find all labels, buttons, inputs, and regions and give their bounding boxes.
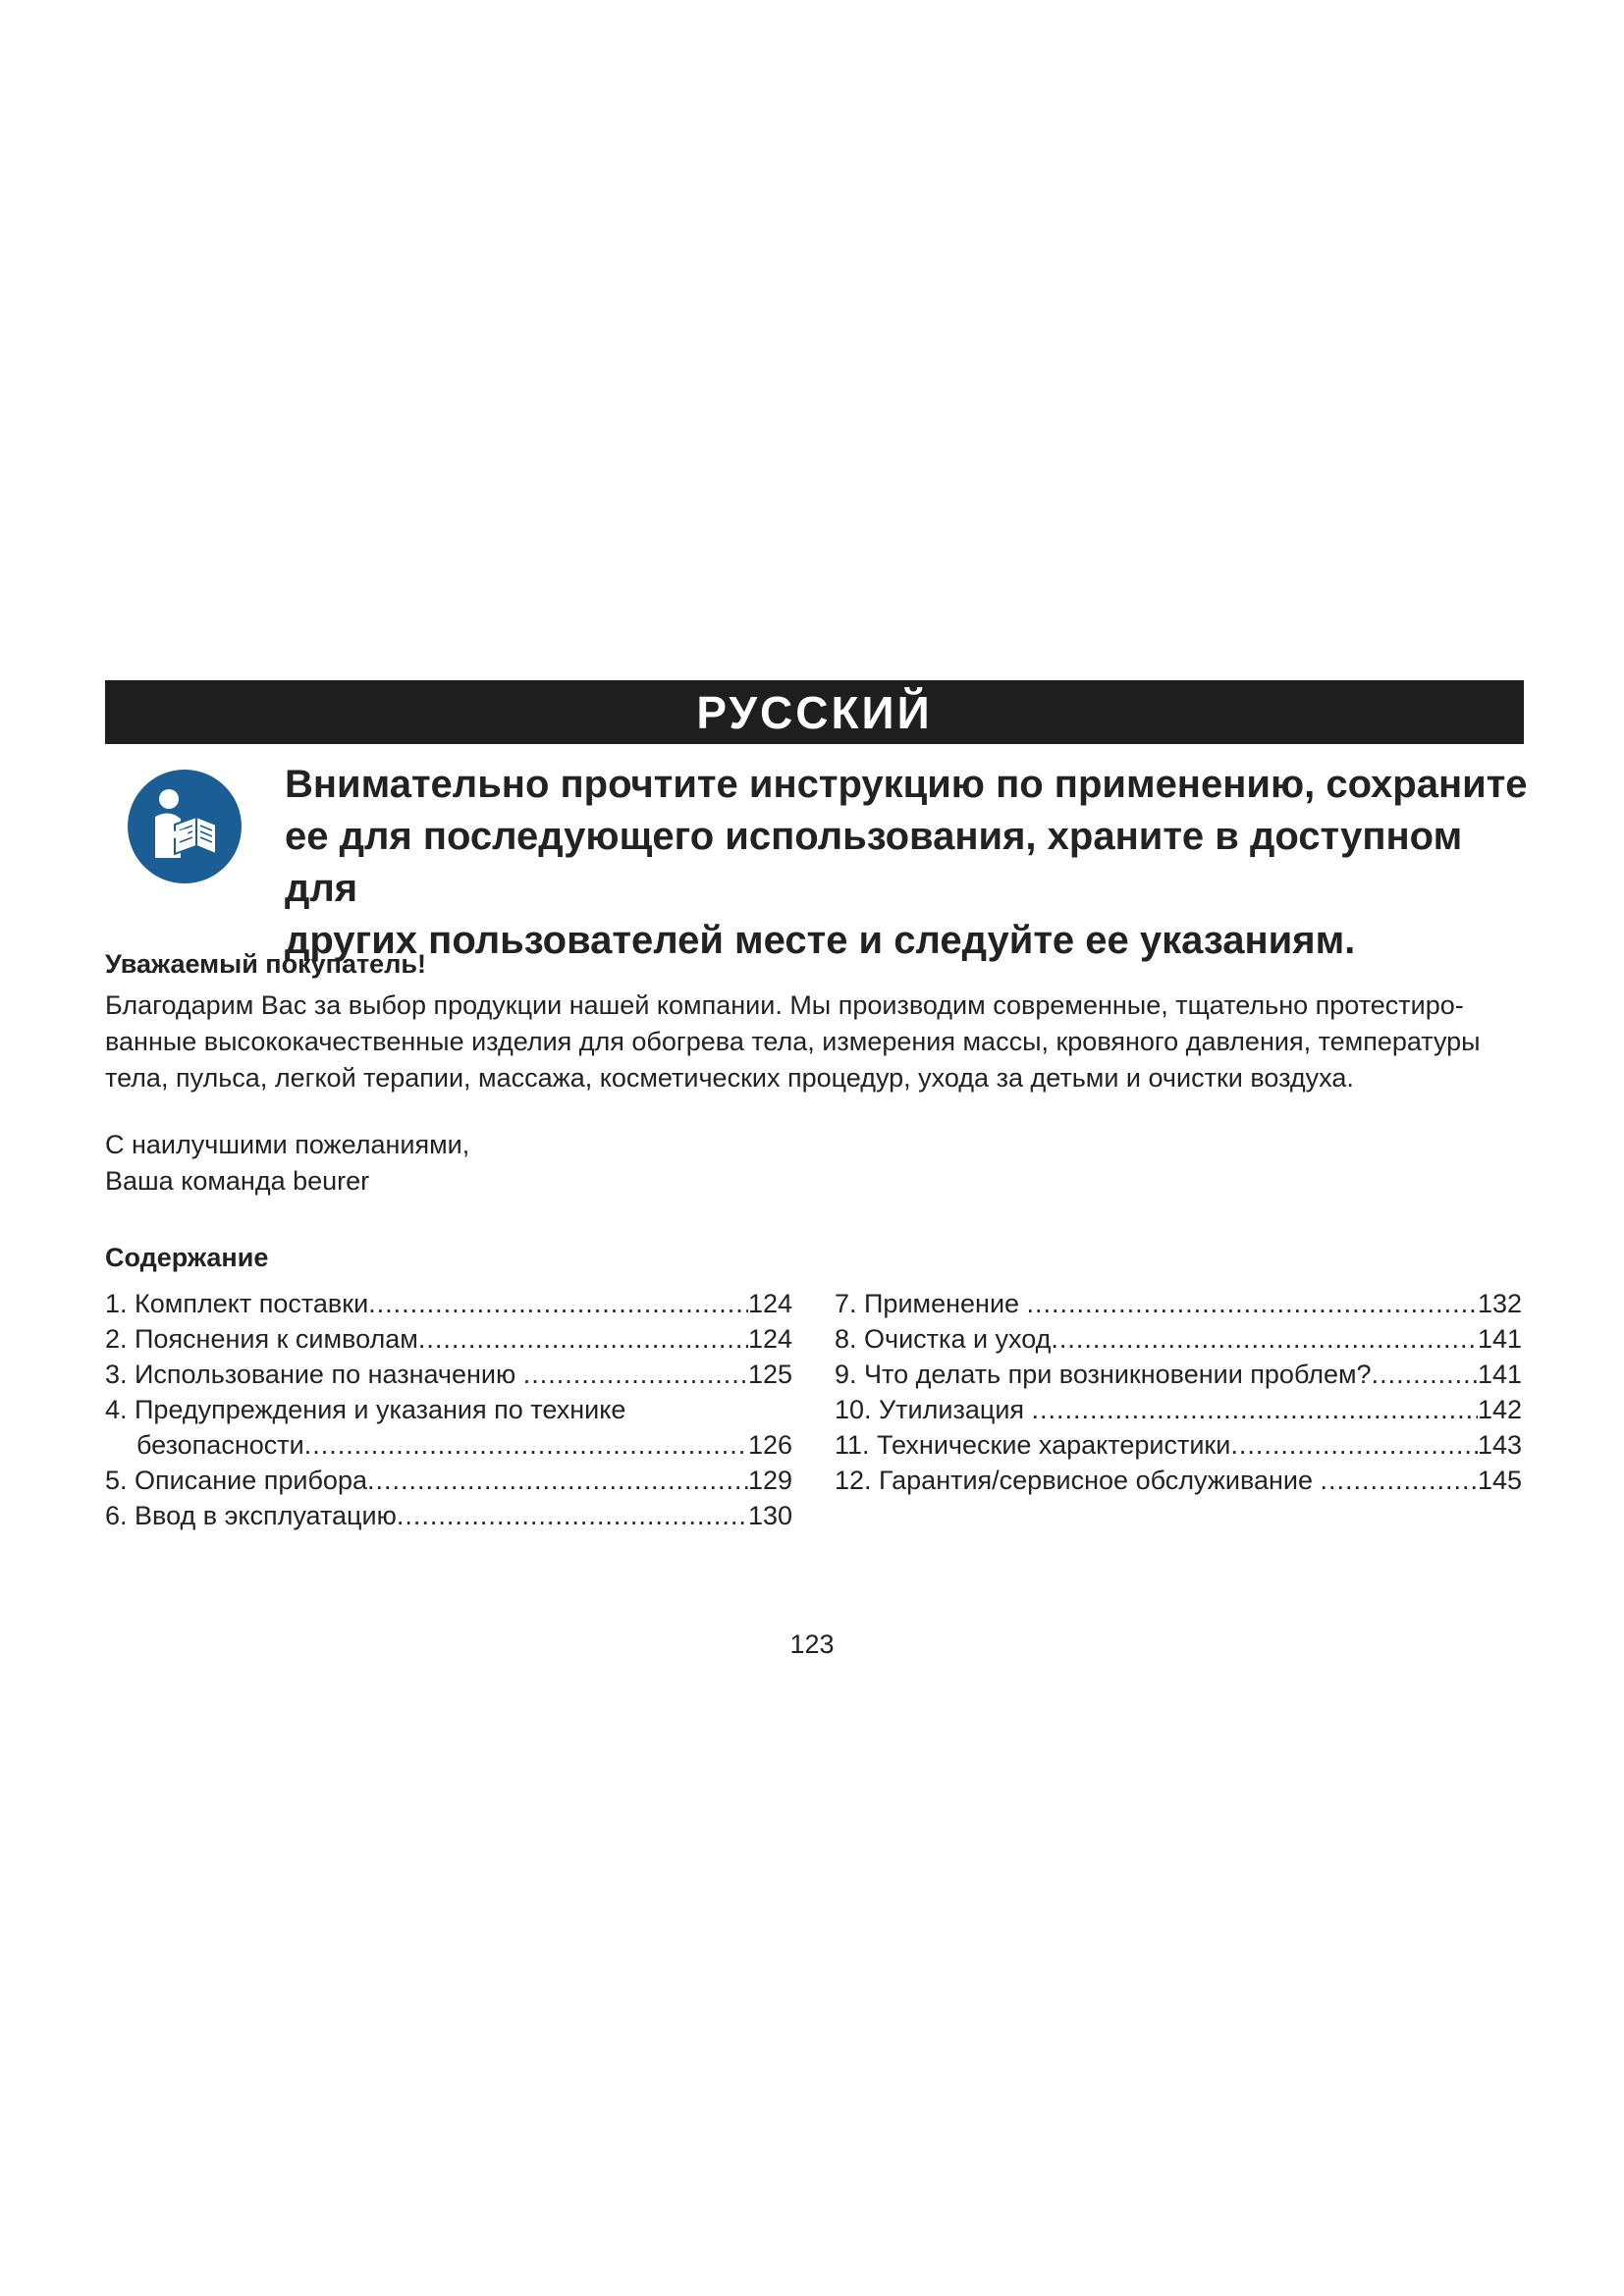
toc-left-column <box>105 1286 792 1533</box>
signoff-line-2: Ваша команда beurer <box>105 1166 370 1196</box>
toc-entry[interactable] <box>105 1498 792 1533</box>
contents-title: Содержание <box>105 1243 269 1272</box>
toc-leader <box>1051 1321 1478 1357</box>
language-title: РУССКИЙ <box>696 686 933 738</box>
greeting: Уважаемый покупатель! <box>105 949 426 979</box>
toc-entry-label: 11. Технические характеристики <box>835 1430 1231 1460</box>
toc-leader <box>1372 1357 1478 1392</box>
toc-entry[interactable] <box>835 1463 1522 1498</box>
page-number: 123 <box>789 1629 835 1659</box>
toc-entry-page: 126 <box>747 1430 792 1460</box>
toc-entry-page: 124 <box>747 1324 792 1354</box>
toc-entry-page: 141 <box>1477 1360 1522 1389</box>
toc-entry-label: 6. Ввод в эксплуатацию <box>105 1501 397 1530</box>
toc-entry-label: 2. Пояснения к символам <box>105 1324 418 1354</box>
toc-entry-label: 1. Комплект поставки <box>105 1289 369 1318</box>
toc-entry[interactable] <box>105 1321 792 1357</box>
toc-entry-page: 130 <box>747 1501 792 1530</box>
signoff <box>105 1127 469 1200</box>
language-banner <box>105 680 1524 744</box>
toc-leader <box>304 1427 748 1463</box>
toc-entry[interactable] <box>105 1427 792 1463</box>
toc-entry-page: 124 <box>747 1289 792 1318</box>
toc-entry-label: 12. Гарантия/сервисное обслуживание <box>835 1466 1321 1495</box>
toc-leader <box>523 1357 748 1392</box>
toc-right-column <box>835 1286 1522 1498</box>
toc-entry-page: 132 <box>1477 1289 1522 1318</box>
toc-entry-label: 9. Что делать при возникновении проблем? <box>835 1360 1372 1389</box>
read-manual-icon <box>126 768 244 885</box>
toc-entry-label[interactable]: 4. Предупреждения и указания по технике <box>105 1395 626 1424</box>
toc-leader <box>367 1463 748 1498</box>
toc-entry-label: 7. Применение <box>835 1289 1027 1318</box>
toc-leader <box>368 1286 748 1321</box>
toc-entry[interactable] <box>835 1286 1522 1321</box>
toc-entry[interactable] <box>105 1286 792 1321</box>
toc-entry-label: 3. Использование по назначению <box>105 1360 523 1389</box>
intro-heading: Внимательно прочтите инструкцию по применению, сохраните ее для последующего использования, храните в доступном для других пользователей месте и следуйте ее указаниям. <box>285 763 1528 962</box>
toc-entry[interactable] <box>835 1321 1522 1357</box>
toc-entry-page: 142 <box>1477 1395 1522 1424</box>
signoff-line-1: С наилучшими пожеланиями, <box>105 1130 470 1159</box>
toc-entry-label: 10. Утилизация <box>835 1395 1032 1424</box>
toc-leader <box>1032 1392 1478 1427</box>
toc-entry-page: 125 <box>747 1360 792 1389</box>
toc-entry-label: 8. Очистка и уход <box>835 1324 1052 1354</box>
toc-entry-page: 141 <box>1477 1324 1522 1354</box>
toc-entry[interactable] <box>105 1463 792 1498</box>
toc-entry-page: 145 <box>1477 1466 1522 1495</box>
toc-entry-label: 5. Описание прибора <box>105 1466 367 1495</box>
toc-leader <box>418 1321 748 1357</box>
letter-body: Благодарим Вас за выбор продукции нашей компании. Мы производим современные, тщательно протестиро- ванные высококачественные изделия для обогрева тела, измерения массы, кровяного давления, температуры тела, пульса, легкой терапии, массажа, косметических процедур, ухода за детьми и очистки воздуха. <box>105 990 1481 1093</box>
toc-entry-page: 129 <box>747 1466 792 1495</box>
toc-leader <box>1027 1286 1478 1321</box>
toc-leader <box>1230 1427 1478 1463</box>
toc-entry[interactable] <box>105 1357 792 1392</box>
toc-entry[interactable] <box>835 1392 1522 1427</box>
toc-entry[interactable] <box>835 1427 1522 1463</box>
toc-leader <box>1321 1463 1478 1498</box>
toc-entry-label-continued: безопасности <box>136 1430 304 1460</box>
toc-entry-page: 143 <box>1477 1430 1522 1460</box>
toc-entry[interactable] <box>835 1357 1522 1392</box>
toc-leader <box>397 1498 748 1533</box>
